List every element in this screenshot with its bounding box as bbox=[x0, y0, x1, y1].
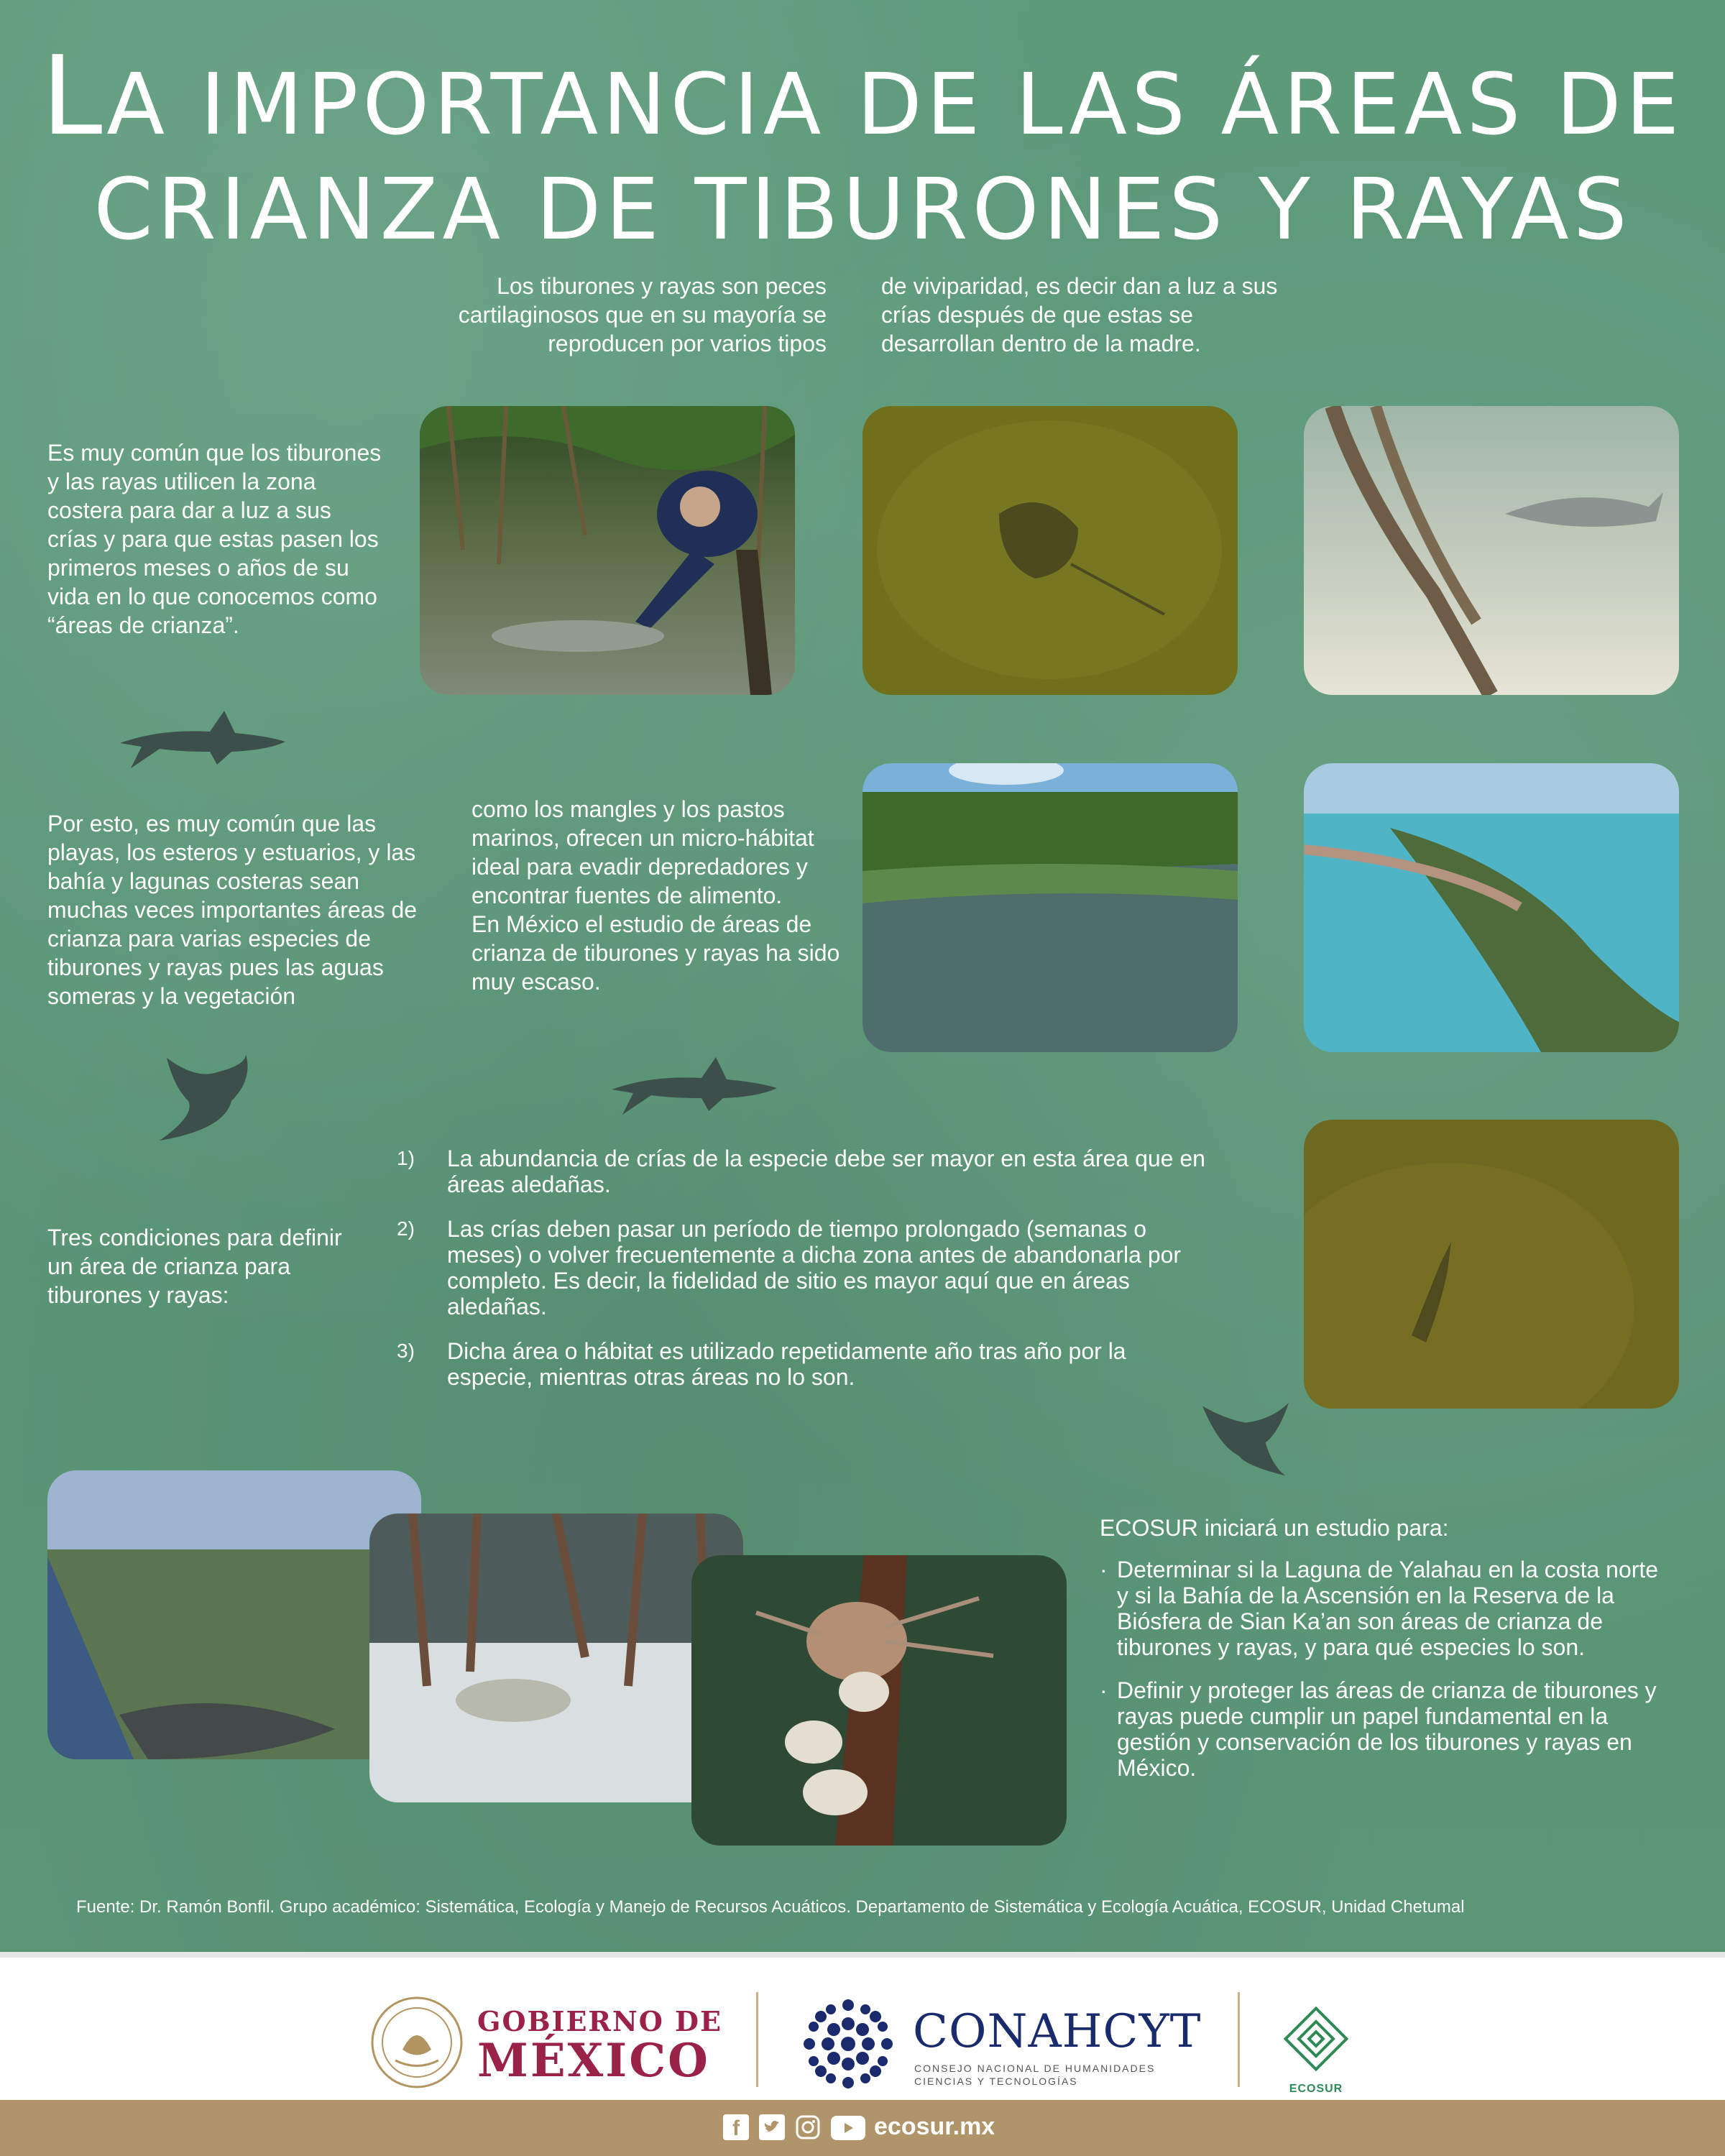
manta-ray-silhouette-icon-2 bbox=[1199, 1393, 1292, 1479]
divider bbox=[756, 1992, 758, 2087]
paragraph-coastal-habitats: Por esto, es muy común que las playas, los esteros y estuarios, y las bahía y lagunas costeras sean muchas veces importantes áreas de crianza para varias especies de tiburones y rayas pues las aguas someras y la vegetación bbox=[47, 811, 418, 1009]
intro-left: Los tiburones y rayas son peces cartilaginosos que en su mayoría se reproducen por varios tipos bbox=[458, 273, 827, 356]
intro-right: de viviparidad, es decir dan a luz a sus crías después de que estas se desarrollan dentro de la madre. bbox=[881, 273, 1278, 356]
divider-2 bbox=[1238, 1992, 1240, 2087]
paragraph-nursery-areas: Es muy común que los tiburones y las rayas utilicen la zona costera para dar a luz a sus crías y para que estas pasen los primeros meses o años de su vida en lo que conocemos como “áreas de crianza”. bbox=[47, 440, 382, 638]
facebook-icon[interactable]: f bbox=[723, 2114, 749, 2140]
study-goal-item-1: · Determinar si la Laguna de Yalahau en la costa norte y si la Bahía de la Ascensión en la Reserva de la Biósfera de Sian Ka’an son áreas de crianza de tiburones y rayas, y para qué especies lo son. bbox=[1100, 1557, 1675, 1660]
photo-coast-aerial-wide bbox=[47, 1470, 421, 1759]
ecosur-logo-icon bbox=[1276, 1999, 1356, 2078]
ecosur-wordmark: ECOSUR bbox=[1289, 2083, 1343, 2095]
shark-silhouette-icon-2 bbox=[608, 1054, 781, 1118]
manta-ray-silhouette-icon bbox=[152, 1051, 253, 1144]
gob-mexico-line2: MÉXICO bbox=[477, 2034, 710, 2088]
paragraph-micro-habitat-block bbox=[472, 795, 845, 996]
photo-shark-mangrove-roots bbox=[1304, 406, 1679, 695]
conahcyt-subtitle-1: CONSEJO NACIONAL DE HUMANIDADES bbox=[914, 2063, 1156, 2074]
paragraph-mexico-study: En México el estudio de áreas de crianza de tiburones y rayas ha sido muy escaso. bbox=[472, 911, 840, 995]
instagram-icon[interactable] bbox=[795, 2114, 821, 2140]
conahcyt-dots-icon bbox=[799, 1995, 897, 2093]
gob-mexico-line1: GOBIERNO DE bbox=[477, 2005, 722, 2037]
source-credit: Fuente: Dr. Ramón Bonfil. Grupo académico: Sistemática, Ecología y Manejo de Recursos Acuáticos. Departamento de Sistemática y Ecología Acuática, ECOSUR, Unidad Chetumal bbox=[76, 1897, 1465, 1917]
photo-researcher-mangrove bbox=[420, 406, 795, 695]
photo-coastal-aerial bbox=[1304, 763, 1679, 1052]
photo-juvenile-shark-water bbox=[1304, 1120, 1679, 1409]
study-heading: ECOSUR iniciará un estudio para: bbox=[1100, 1515, 1449, 1541]
conahcyt-subtitle-2: CIENCIAS Y TECNOLOGÍAS bbox=[914, 2076, 1078, 2087]
study-section bbox=[1100, 1514, 1675, 1798]
footer-logos bbox=[0, 1952, 1725, 2106]
shark-silhouette-icon bbox=[116, 707, 289, 772]
photo-stingray-water bbox=[862, 406, 1238, 695]
study-goals-list bbox=[1100, 1557, 1675, 1781]
condition-item-3: 3) Dicha área o hábitat es utilizado repetidamente año tras año por la especie, mientras otras áreas no lo son. bbox=[397, 1338, 1126, 1390]
condition-item-2: 2) Las crías deben pasar un período de tiempo prolongado (semanas o meses) o volver frecuentemente a dicha zona antes de abandonarla por completo. Es decir, la fidelidad de sitio es mayor aquí que en áreas aledañas. bbox=[397, 1216, 1182, 1319]
footer-social-bar bbox=[0, 2100, 1725, 2156]
page-title bbox=[0, 32, 1725, 160]
photo-mangrove-channel bbox=[862, 763, 1238, 1052]
conditions-list bbox=[397, 1146, 1209, 1409]
title-line1: A IMPORTANCIA DE LAS ÁREAS DE bbox=[106, 55, 1684, 154]
conditions-intro: Tres condiciones para definir un área de crianza para tiburones y rayas: bbox=[47, 1225, 342, 1308]
condition-item-1: 1) La abundancia de crías de la especie debe ser mayor en esta área que en áreas aledañas. bbox=[397, 1146, 1205, 1197]
photo-fish-under-mangrove bbox=[369, 1514, 743, 1802]
mexico-coat-of-arms-icon bbox=[367, 1992, 467, 2093]
youtube-icon[interactable] bbox=[831, 2116, 865, 2140]
website-link[interactable]: ecosur.mx bbox=[874, 2113, 995, 2140]
photo-crab-on-root bbox=[691, 1555, 1067, 1846]
conahcyt-wordmark: CONAHCYT bbox=[913, 2005, 1202, 2058]
study-goal-item-2: · Definir y proteger las áreas de crianza de tiburones y rayas puede cumplir un papel fundamental en la gestión y conservación de los tiburones y rayas en México. bbox=[1100, 1677, 1675, 1781]
paragraph-micro-habitat: como los mangles y los pastos marinos, ofrecen un micro-hábitat ideal para evadir depredadores y encontrar fuentes de alimento. bbox=[472, 796, 814, 908]
page-title-line2: CRIANZA DE TIBURONES Y RAYAS bbox=[93, 160, 1632, 259]
title-initial: L bbox=[41, 32, 107, 160]
twitter-icon[interactable] bbox=[759, 2114, 785, 2140]
